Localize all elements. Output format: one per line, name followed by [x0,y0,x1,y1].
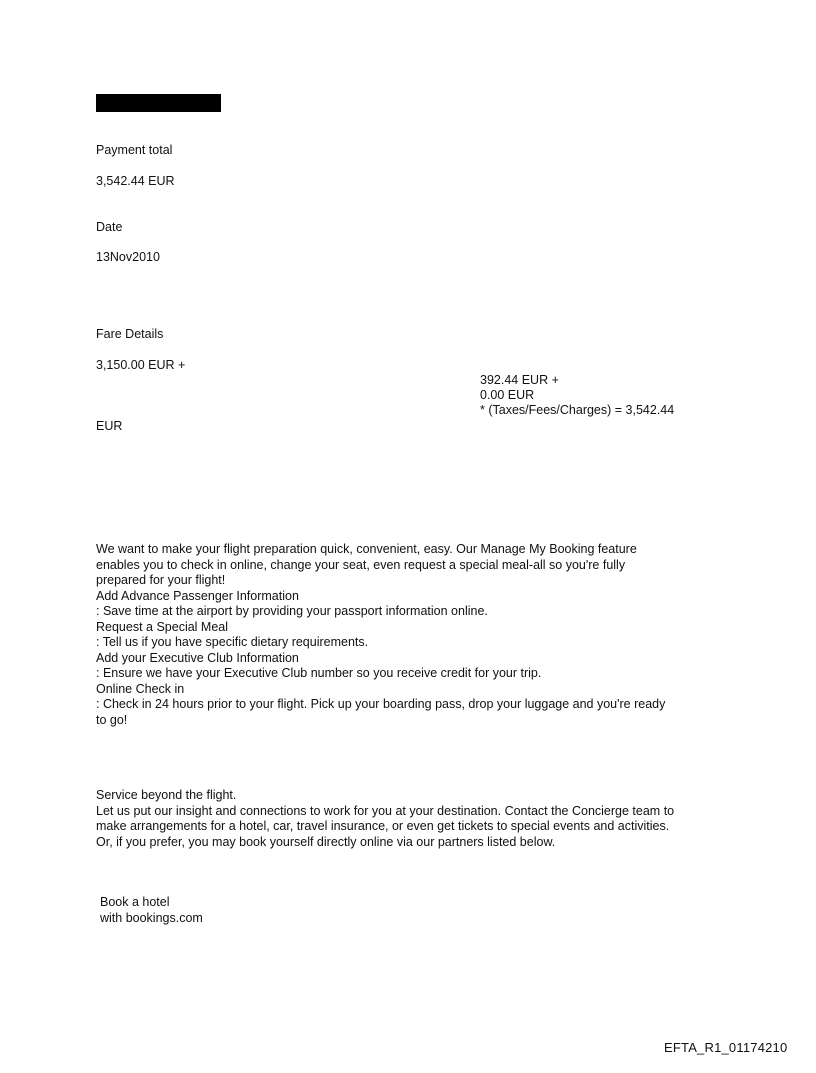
partner-line: with bookings.com [100,910,203,925]
intro-line: We want to make your flight preparation quick, convenient, easy. Our Manage My Booking feature [96,542,637,556]
fare-zero-line: 0.00 EUR [480,388,535,402]
feature-title: Add your Executive Club Information [96,650,299,665]
feature-title: Online Check in [96,681,185,696]
fare-currency-tail: EUR [96,419,123,433]
service-line: Or, if you prefer, you may book yourself directly online via our partners listed below. [96,834,556,849]
payment-total-value: 3,542.44 EUR [96,174,175,188]
feature-desc: : Save time at the airport by providing your passport information online. [96,604,488,618]
payment-total-label: Payment total [96,143,173,157]
manage-booking-section [96,542,736,728]
service-section [96,788,736,850]
feature-title: Add Advance Passenger Information [96,588,299,603]
partner-line: Book a hotel [100,895,170,909]
date-label: Date [96,220,123,234]
fare-base-value: 3,150.00 EUR + [96,358,186,372]
feature-title: Request a Special Meal [96,619,229,634]
date-value: 13Nov2010 [96,250,160,264]
feature-desc: : Ensure we have your Executive Club number so you receive credit for your trip. [96,666,542,680]
service-line: Let us put our insight and connections to work for you at your destination. Contact the Concierge team to [96,803,675,818]
fare-taxes-line: 392.44 EUR + [480,373,559,387]
service-line: make arrangements for a hotel, car, travel insurance, or even get tickets to special events and activities. [96,819,670,833]
feature-desc: : Check in 24 hours prior to your flight. Pick up your boarding pass, drop your luggage and you're ready [96,697,666,711]
fare-total-line: * (Taxes/Fees/Charges) = 3,542.44 [480,403,675,417]
redaction-bar [96,94,221,112]
hotel-partner [100,895,400,926]
document-id: EFTA_R1_01174210 [664,1040,788,1055]
intro-line: prepared for your flight! [96,573,226,587]
intro-line: enables you to check in online, change your seat, even request a special meal-all so you're fully [96,557,626,572]
feature-desc-continuation: to go! [96,712,128,727]
service-title: Service beyond the flight. [96,788,237,802]
fare-details-label: Fare Details [96,327,164,341]
feature-desc: : Tell us if you have specific dietary requirements. [96,635,369,649]
